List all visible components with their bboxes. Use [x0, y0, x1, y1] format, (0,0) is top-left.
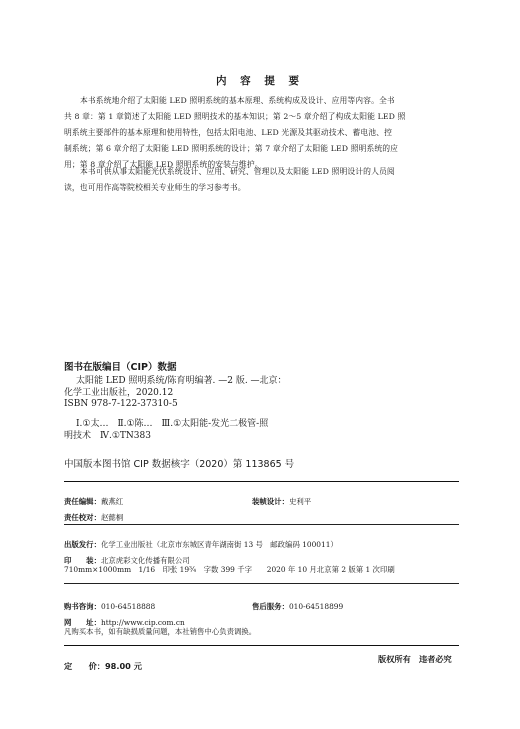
proofreader-label: 责任校对： — [64, 513, 101, 522]
design-label: 装帧设计： — [252, 497, 289, 506]
publisher-text: 化学工业出版社（北京市东城区青年湖南街 13 号 邮政编码 100011） — [100, 540, 338, 549]
credit-proofreader — [64, 505, 123, 524]
printer-label: 印 装： — [64, 556, 101, 565]
price — [64, 654, 142, 673]
cip-line: 明技术 Ⅳ.①TN383 — [64, 430, 151, 441]
summary-line: 读，也可用作高等院校相关专业师生的学习参考书。 — [64, 183, 246, 192]
cip-line: 太阳能 LED 照明系统/陈育明编著. —2 版. —北京： — [76, 376, 287, 386]
summary-line: 用；第 8 章介绍了太阳能 LED 照明系统的安装与维护。 — [64, 160, 263, 169]
divider — [64, 481, 459, 482]
summary-paragraph-2 — [64, 164, 458, 196]
summary-paragraph-1 — [64, 93, 458, 173]
editor-name: 戴燕红 — [100, 497, 124, 506]
divider — [64, 645, 459, 646]
cip-line: Ⅰ.①太… Ⅱ.①陈… Ⅲ.①太阳能-发光二极管-照 — [76, 419, 269, 429]
website-url: http://www.cip.com.cn — [100, 618, 185, 627]
service-phone: 010-64518899 — [288, 602, 344, 611]
cip-record-number: 中国版本图书馆 CIP 数据核字（2020）第 113865 号 — [64, 459, 295, 470]
website-label: 网 址： — [64, 618, 101, 627]
summary-line: 本书系统地介绍了太阳能 LED 照明系统的基本原理、系统构成及设计、应用等内容。全书 — [80, 96, 395, 105]
credit-designer — [252, 489, 311, 508]
contact-service — [252, 594, 343, 613]
summary-title: 内 容 提 要 — [216, 75, 304, 87]
publisher-label: 出版发行： — [64, 540, 101, 549]
summary-line: 制系统；第 6 章介绍了太阳能 LED 照明系统的设计；第 7 章介绍了太阳能 LED 照明系统的应 — [64, 144, 399, 153]
quality-notice: 凡购买本书，如有缺损质量问题，本社销售中心负责调换。 — [64, 627, 257, 636]
divider — [64, 524, 459, 525]
service-label: 售后服务： — [252, 602, 289, 611]
price-label: 定 价： — [64, 661, 105, 671]
consult-phone: 010-64518888 — [100, 602, 156, 611]
summary-line: 本书可供从事太阳能光伏系统设计、应用、研究、管理以及太阳能 LED 照明设计的人员阅 — [80, 167, 395, 176]
copyright-notice: 版权所有 违者必究 — [378, 654, 452, 664]
cip-line: 化学工业出版社，2020.12 — [64, 387, 174, 398]
cip-bibliographic-block — [64, 376, 287, 411]
summary-line: 共 8 章：第 1 章简述了太阳能 LED 照明技术的基本知识；第 2～5 章介绍了构成太阳能 LED 照 — [64, 112, 406, 121]
cip-line: ISBN 978-7-122-37310-5 — [64, 399, 178, 409]
proofreader-name: 赵懿桐 — [100, 513, 124, 522]
divider — [64, 583, 459, 584]
consult-label: 购书咨询： — [64, 602, 101, 611]
cip-heading: 图书在版编目（CIP）数据 — [64, 362, 177, 373]
editor-label: 责任编辑： — [64, 497, 101, 506]
printer-text: 北京虎彩文化传播有限公司 — [100, 556, 190, 565]
print-specs: 710mm×1000mm 1/16 印张 19¾ 字数 399 千字 2020 年 10 月北京第 2 版第 1 次印刷 — [64, 565, 395, 574]
price-value: 98.00 元 — [104, 661, 142, 671]
cip-classification-block — [64, 419, 269, 442]
summary-line: 明系统主要部件的基本原理和使用特性，包括太阳电池、LED 光源及其驱动技术、蓄电池、控 — [64, 128, 392, 137]
designer-name: 史利平 — [288, 497, 312, 506]
